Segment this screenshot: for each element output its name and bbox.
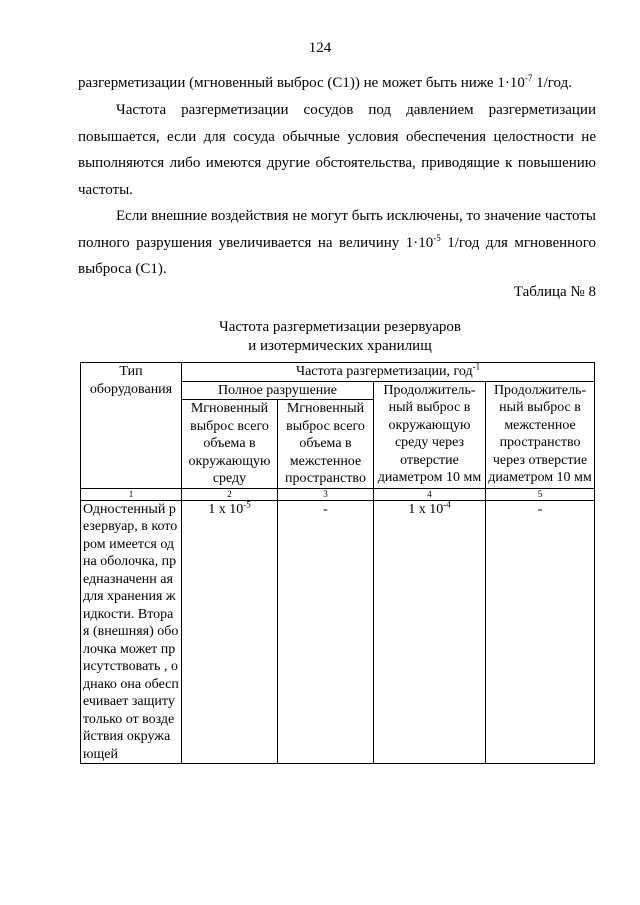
row-value-1-base: 1 x 10 [208,501,244,517]
table-header-row-1 [81,363,595,382]
page-number: 124 [308,40,332,56]
paragraph-3-text: Если внешние воздействия не могут быть исключены, то значение частоты полного разрушения увеличивается на величину 1·10 [78,208,596,251]
row-value-2: - [278,500,374,764]
row-value-1-exponent: -5 [243,498,251,509]
table-label: Таблица № 8 [513,284,596,300]
paragraph-3 [78,203,596,283]
column-number: 3 [278,488,374,500]
row-value-3-exponent: -4 [443,498,451,509]
table-caption [175,318,505,356]
header-frequency [182,363,595,382]
table-caption-line-1: Частота разгерметизации резервуаров [218,319,462,335]
paragraph-1-text: разгерметизации (мгновенный выброс (С1)) не может быть ниже 1·10 [78,75,525,91]
header-full-destruction: Полное разрушение [182,381,374,400]
header-col-1: Мгновенный выброс всего объема в окружающую среду [182,400,278,489]
header-equipment-type: Тип оборудования [81,363,182,489]
paragraph-1-tail: 1/год. [532,75,572,91]
paragraph-2: Частота разгерметизации сосудов под давлением разгерметизации повышается, если для сосуда обычные условия обеспечения целостности не выполняются либо имеются другие обстоятельства, приводящие к повышению частоты. [78,102,596,198]
header-col-3: Продолжитель-ный выброс в окружающую среду через отверстие диаметром 10 мм [374,381,486,488]
paragraph-1 [78,70,596,97]
column-number: 1 [81,488,182,500]
row-value-3 [374,500,486,764]
table-caption-line-2: и изотермических хранилищ [248,338,432,354]
paragraph-3-tail: 1/год для мгновенного выброса (С1). [78,234,596,277]
column-number: 5 [486,488,595,500]
row-equipment-type-text: Одностенный резервуар, в котором имеется одна оболочка, предназначенн ая для хранения жидкости. Вторая (внешняя) оболочка может присутствовать , однако она обеспечивает защиту только от воздействия окружающей [83,501,179,762]
table-row [81,500,595,764]
row-value-1 [182,500,278,764]
row-value-3-base: 1 x 10 [408,501,444,517]
table-number-row [81,488,595,500]
frequency-table [80,362,595,764]
paragraph-1-exponent: -7 [524,73,533,83]
header-frequency-text: Частота разгерметизации, год [295,364,473,379]
row-value-4: - [486,500,595,764]
header-col-2: Мгновенный выброс всего объема в межстенное пространство [278,400,374,489]
header-col-4: Продолжитель-ный выброс в межстенное пространство через отверстие диаметром 10 мм [486,381,595,488]
paragraph-3-exponent: -5 [433,232,441,243]
header-frequency-exponent: -1 [472,361,481,372]
column-number: 4 [374,488,486,500]
column-number: 2 [182,488,278,500]
row-equipment-type [81,500,182,764]
